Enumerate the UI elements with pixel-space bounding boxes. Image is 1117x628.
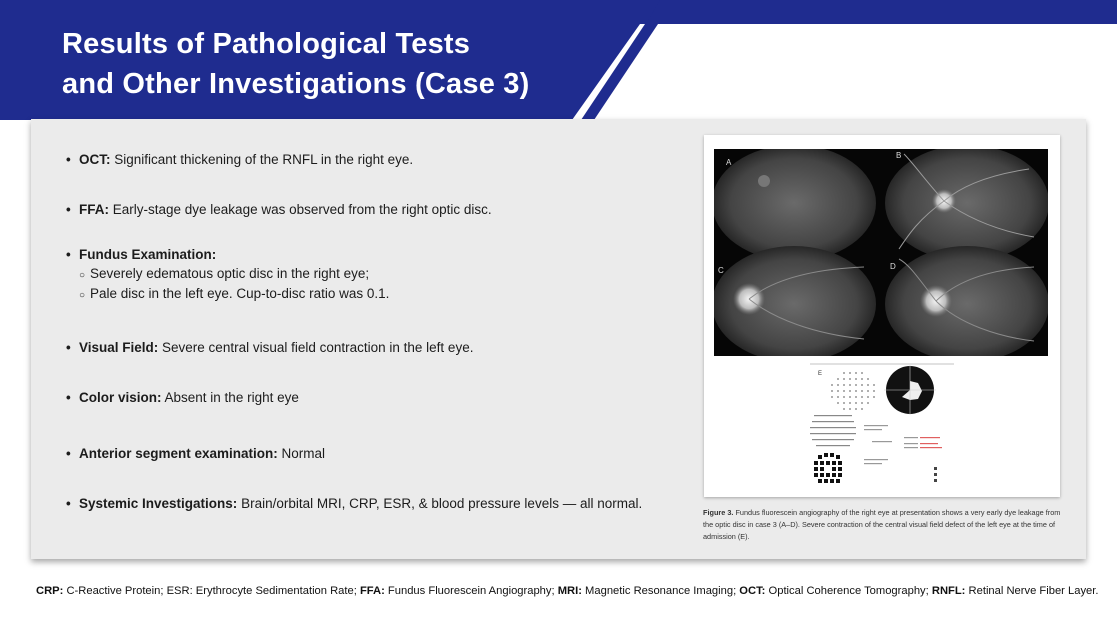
footer-abbr: RNFL: (931, 585, 966, 597)
abbreviations-footer (36, 583, 1099, 599)
panel-label-e: E (818, 371, 823, 377)
panel-label-a: A (726, 158, 732, 167)
circle-bullet-icon: ○ (79, 290, 86, 301)
bullet-dot: • (66, 390, 71, 405)
footer-abbr: MRI: (557, 585, 582, 597)
bullet-label: Systemic Investigations: (79, 496, 238, 511)
bullet-color-vision (66, 388, 676, 408)
fundus-angiography-image (714, 149, 1048, 356)
panel-label-b: B (896, 151, 902, 160)
bullet-text: Early-stage dye leakage was observed from the right optic disc. (109, 202, 492, 217)
caption-text: Fundus fluorescein angiography of the right eye at presentation shows a very early dye leakage from the optic disc in case 3 (A–D). Severe contraction of the central visual field defect of the left eye at the time of admission (E). (703, 508, 1061, 541)
bullet-dot: • (66, 496, 71, 511)
bullet-text: Significant thickening of the RNFL in the right eye. (110, 152, 414, 167)
bullet-label: Visual Field: (79, 340, 159, 355)
bullet-visual-field (66, 338, 676, 358)
visual-field-image (804, 363, 964, 489)
bullet-label: FFA: (79, 202, 109, 217)
footer-text: Retinal Nerve Fiber Layer. (965, 585, 1099, 597)
bullet-fundus (66, 245, 676, 301)
footer-text: C-Reactive Protein; ESR: Erythrocyte Sedimentation Rate; (63, 585, 360, 597)
bullet-label: OCT: (79, 152, 111, 167)
bullet-systemic (66, 494, 676, 514)
bullet-ffa (66, 200, 676, 220)
footer-text: Magnetic Resonance Imaging; (581, 585, 740, 597)
footer-abbr: FFA: (359, 585, 385, 597)
panel-label-c: C (718, 266, 724, 275)
bullet-label: Color vision: (79, 390, 162, 405)
bullet-dot: • (66, 202, 71, 217)
bullet-dot: • (66, 152, 71, 167)
figure-card (704, 135, 1060, 497)
bullet-anterior-segment (66, 444, 676, 464)
bullet-text: Brain/orbital MRI, CRP, ESR, & blood pressure levels — all normal. (237, 496, 643, 511)
bullet-text: Severe central visual field contraction in the left eye. (158, 340, 474, 355)
circle-bullet-icon: ○ (79, 270, 86, 281)
figure-caption (703, 507, 1063, 543)
bullet-dot: • (66, 247, 71, 262)
page-title: Results of Pathological Tests and Other Investigations (Case 3) (62, 28, 530, 100)
subitem: ○ Pale disc in the left eye. Cup-to-disc ratio was 0.1. (79, 284, 389, 306)
bullet-label: Fundus Examination: (79, 247, 217, 262)
footer-text: Fundus Fluorescein Angiography; (384, 585, 558, 597)
bullet-text: Absent in the right eye (161, 390, 299, 405)
bullet-label: Anterior segment examination: (79, 446, 278, 461)
footer-abbr: CRP: (36, 585, 64, 597)
panel-label-d: D (890, 262, 896, 271)
bullet-dot: • (66, 446, 71, 461)
bullet-text: Normal (277, 446, 326, 461)
subitem: ○ Severely edematous optic disc in the right eye; (79, 264, 369, 286)
caption-label: Figure 3. (703, 508, 734, 517)
bullet-oct (66, 150, 676, 170)
footer-text: Optical Coherence Tomography; (765, 585, 932, 597)
bullet-dot: • (66, 340, 71, 355)
footer-abbr: OCT: (739, 585, 766, 597)
